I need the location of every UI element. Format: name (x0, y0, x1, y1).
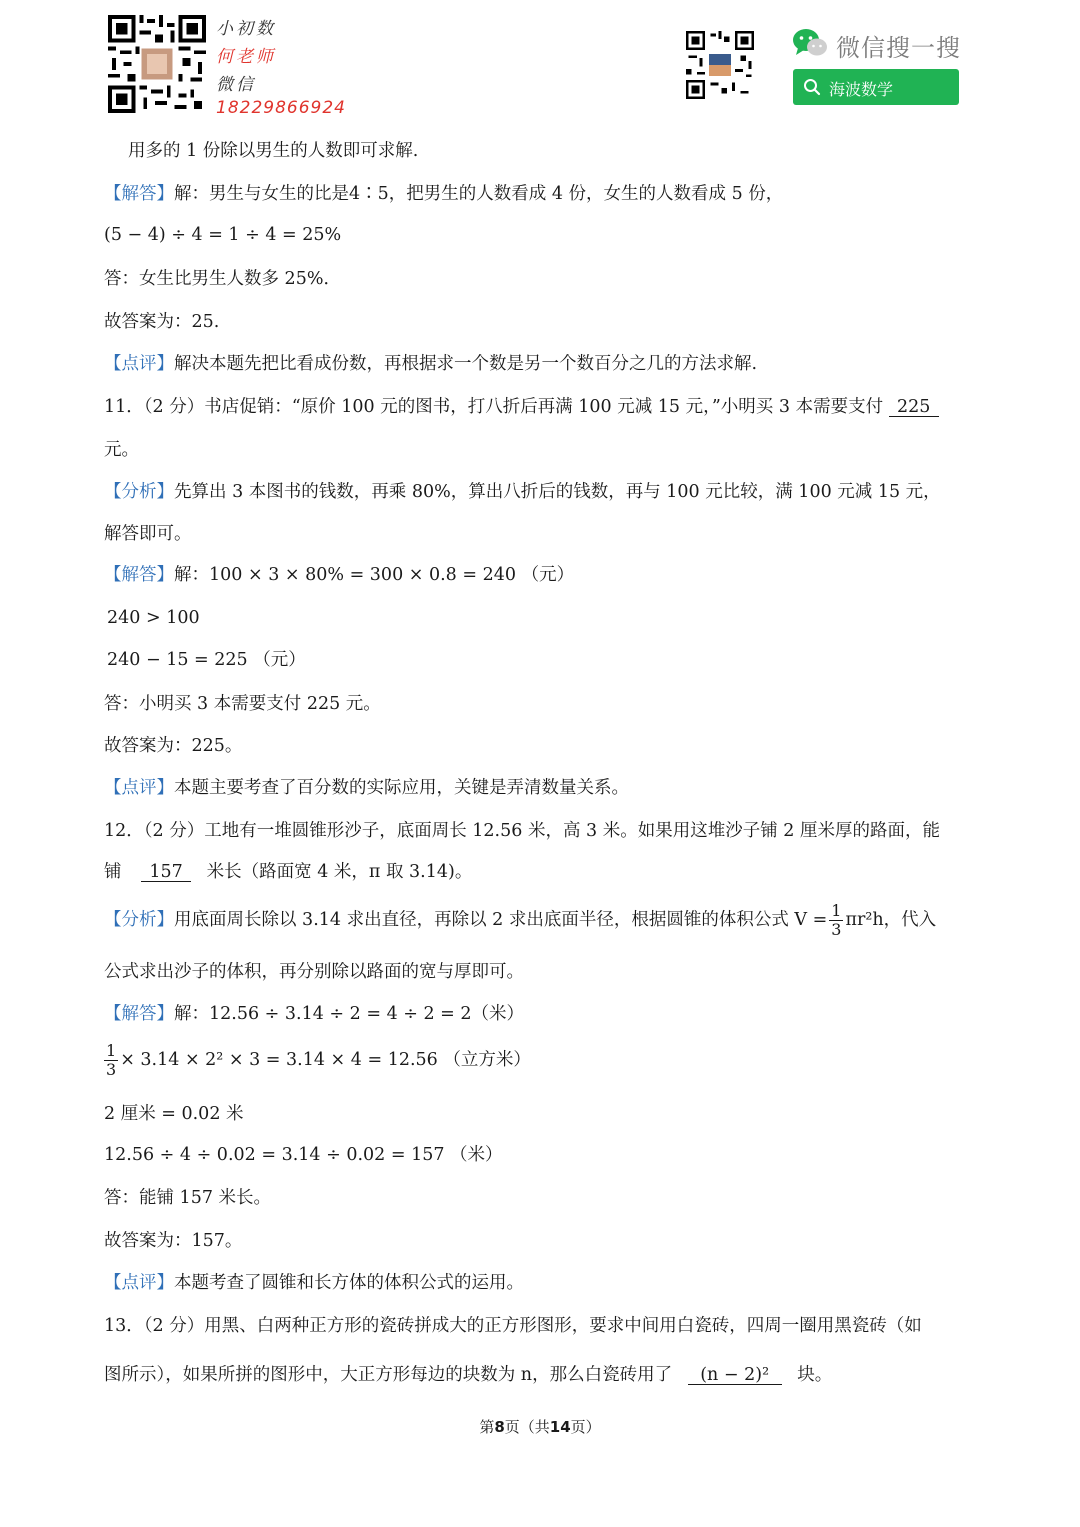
comment-text: 解决本题先把比看成份数，再根据求一个数是另一个数百分之几的方法求解. (174, 354, 758, 374)
handwriting-phone: 18229866924 (216, 98, 346, 118)
question-11 (104, 396, 939, 418)
search-icon (803, 78, 821, 96)
question-13-cont (104, 1364, 832, 1386)
analysis-11-text: 先算出 3 本图书的钱数，再乘 80%，算出八折后的钱数，再与 100 元比较，满 100 元减 15 元， (174, 482, 941, 502)
footer-post: 页） (570, 1418, 601, 1436)
footer-mid: 页（共 (504, 1418, 550, 1436)
solution-11-e: 故答案为：225。 (104, 736, 243, 756)
comment-tag: 【点评】 (104, 778, 174, 798)
qr-code-right (686, 31, 754, 99)
solution-paragraph (104, 183, 783, 205)
answer-line: 答：女生比男生人数多 25%． (104, 269, 341, 289)
question-12: 12．（2 分）工地有一堆圆锥形沙子，底面周长 12.56 米，高 3 米。如果用这堆沙子铺 2 厘米厚的路面，能 (104, 821, 940, 841)
analysis-12-cont: 公式求出沙子的体积，再分别除以路面的宽与厚即可。 (104, 962, 524, 982)
handwriting-line-3: 微信 (216, 75, 256, 95)
footer-pre: 第 (479, 1418, 495, 1436)
question-13-post: 块。 (797, 1365, 833, 1385)
analysis-12-text: 用底面周长除以 3.14 求出直径，再除以 2 求出底面半径，根据圆锥的体积公式 V = (174, 910, 828, 930)
solution-12-b-text: × 3.14 × 2² × 3 = 3.14 × 4 = 12.56 （立方米） (120, 1050, 531, 1070)
fraction-denominator: 3 (106, 1060, 117, 1079)
wechat-logo-icon (792, 28, 828, 58)
solution-tag: 【解答】 (104, 565, 174, 585)
question-12-cont (104, 861, 472, 883)
solution-tag: 【解答】 (104, 184, 174, 204)
page-total: 14 (549, 1418, 571, 1436)
question-13-pre: 图所示），如果所拼的图形中，大正方形每边的块数为 n，那么白瓷砖用了 (104, 1365, 673, 1385)
solution-12-b (104, 1040, 531, 1080)
comment-11 (104, 777, 629, 799)
solution-12 (104, 1003, 524, 1025)
comment-paragraph (104, 353, 757, 375)
equation-line: (5 − 4) ÷ 4 = 1 ÷ 4 = 25% (104, 225, 342, 245)
solution-12-text: 解：12.56 ÷ 3.14 ÷ 2 = 4 ÷ 2 = 2（米） (174, 1004, 525, 1024)
analysis-tag: 【分析】 (104, 910, 174, 930)
question-11-answer: 225 (889, 398, 939, 417)
analysis-12 (104, 900, 936, 940)
comment-12 (104, 1272, 524, 1294)
solution-11 (104, 564, 574, 586)
fraction-one-third (829, 902, 843, 939)
solution-12-d: 12.56 ÷ 4 ÷ 0.02 = 3.14 ÷ 0.02 = 157 （米） (104, 1145, 503, 1165)
question-12-answer: 157 (141, 863, 191, 882)
solution-12-e: 答：能铺 157 米长。 (104, 1188, 272, 1208)
question-13: 13．（2 分）用黑、白两种正方形的瓷砖拼成大的正方形图形，要求中间用白瓷砖，四周一圈用黑瓷砖（如 (104, 1316, 922, 1336)
analysis-12-formula: πr²h，代入 (845, 910, 937, 930)
final-answer-line: 故答案为：25. (104, 312, 220, 332)
page-footer (0, 1416, 1080, 1437)
solution-tag: 【解答】 (104, 1004, 174, 1024)
search-button[interactable] (793, 69, 959, 105)
analysis-tag: 【分析】 (104, 482, 174, 502)
solution-12-f: 故答案为：157。 (104, 1231, 243, 1251)
page-number: 8 (494, 1418, 505, 1436)
comment-tag: 【点评】 (104, 1273, 174, 1293)
handwriting-line-1: 小初数 (216, 19, 276, 39)
analysis-11 (104, 481, 941, 503)
solution-12-c: 2 厘米 = 0.02 米 (104, 1104, 244, 1124)
comment-11-text: 本题主要考查了百分数的实际应用，关键是弄清数量关系。 (174, 778, 629, 798)
comment-12-text: 本题考查了圆锥和长方体的体积公式的运用。 (174, 1273, 524, 1293)
solution-11-d: 答：小明买 3 本需要支付 225 元。 (104, 694, 381, 714)
solution-11-c: 240 − 15 = 225 （元） (107, 650, 306, 670)
question-12-post: 米长（路面宽 4 米，π 取 3.14)。 (206, 862, 473, 882)
fraction-denominator: 3 (831, 920, 842, 939)
solution-11-b: 240 > 100 (107, 608, 200, 628)
analysis-11-cont: 解答即可。 (104, 524, 192, 544)
handwriting-line-2: 何老师 (216, 47, 276, 67)
wechat-search-title: 微信搜一搜 (836, 34, 961, 62)
search-label: 海波数学 (829, 80, 894, 99)
question-12-pre: 铺 (104, 862, 122, 882)
question-13-answer: (n − 2)² (688, 1366, 782, 1385)
fraction-numerator: 1 (831, 901, 842, 920)
solution-text: 解：男生与女生的比是4∶5，把男生的人数看成 4 份，女生的人数看成 5 份， (174, 184, 784, 204)
comment-tag: 【点评】 (104, 354, 174, 374)
solution-11-text: 解：100 × 3 × 80% = 300 × 0.8 = 240 （元） (174, 565, 575, 585)
fraction-one-third (104, 1042, 118, 1079)
question-11-text: 11．（2 分）书店促销：“原价 100 元的图书，打八折后再满 100 元减 15 元，”小明买 3 本需要支付 (104, 397, 884, 417)
fraction-numerator: 1 (106, 1041, 117, 1060)
qr-code-left (108, 15, 206, 113)
analysis-continuation: 用多的 1 份除以男生的人数即可求解. (128, 141, 419, 161)
question-11-end: 元。 (104, 440, 139, 460)
